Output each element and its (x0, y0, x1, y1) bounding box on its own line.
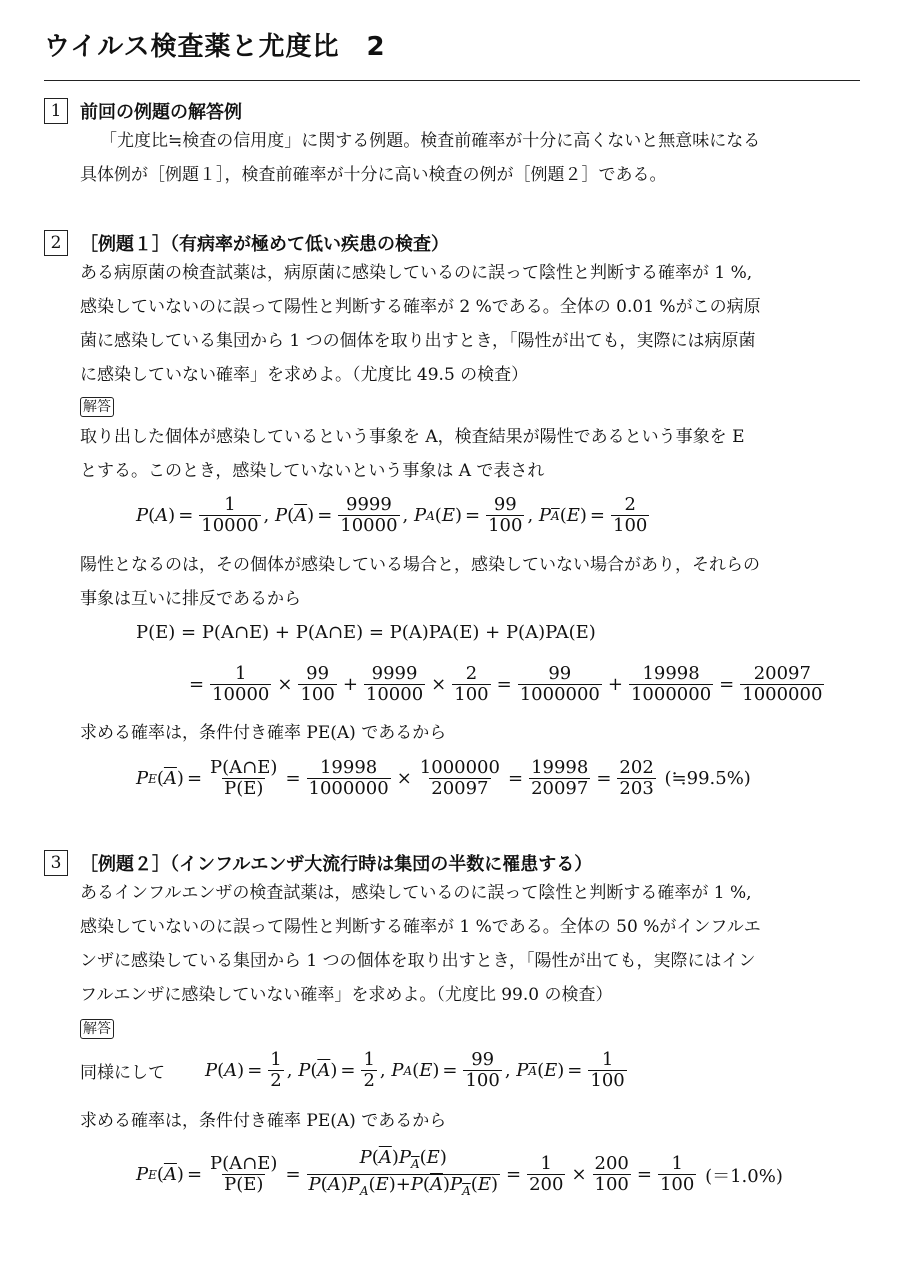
section-heading: ［例題２］（インフルエンザ大流行時は集団の半数に罹患する） (80, 854, 593, 875)
fraction: $\frac{1}{2}$ (363, 1049, 375, 1091)
fraction: $\frac{99}{100}$ (465, 1049, 500, 1091)
equation-conditional-probability-1: P E ( $\overline{A}$ ) = $\frac{P(A\cap E)}{P(E)}$ = $\frac{19998}{1000000}$ × $\frac{1000000}{20097}$ = $\frac{19998}{20097}$ = $\frac{202}{203}$ (≒99.5%) (136, 757, 751, 799)
fraction: $\frac{9999}{10000}$ (365, 663, 424, 705)
section-2-answer-intro (80, 420, 865, 488)
problem-line: 菌に感染している集団から 1 つの個体を取り出すとき，「陽性が出ても，実際には病原菌 (80, 331, 756, 351)
page-title: ウイルス検査薬と尤度比 2 (44, 32, 386, 62)
answer-label: 解答 (80, 397, 114, 417)
fraction: $\frac{99}{100}$ (300, 663, 335, 705)
section-1-body (80, 124, 865, 192)
fraction: $\frac{99}{1000000}$ (519, 663, 600, 705)
answer-line: 取り出した個体が感染しているという事象を A，検査結果が陽性であるという事象を E (80, 427, 745, 447)
approx-note: (＝1.0%) (705, 1165, 783, 1187)
equation-line: P(E) = P(A∩E) + P(A∩E) = P(A)PA(E) + P(A)PA(E) (136, 622, 596, 643)
fraction: $\frac{9999}{10000}$ (340, 494, 398, 536)
equation-probabilities-1: P ( A ) = $\frac{1}{10000}$ , P ( $\overline{A}$ ) = $\frac{9999}{10000}$ , P A ( E ) = $\frac{99}{100}$ , P $\overline{A}$ ( E ) = $\frac{2}{100}$ (136, 494, 648, 536)
section-number: 3 (44, 850, 68, 876)
equation-probabilities-2: 同様にして P ( A ) = $\frac{1}{2}$ , P ( $\overline{A}$ ) = $\frac{1}{2}$ , P A ( E ) = $\frac{99}{100}$ , P $\overline{A}$ ( E ) = $\frac{1}{100}$ (80, 1049, 625, 1091)
section-number: 1 (44, 98, 68, 124)
fraction: $\frac{2}{100}$ (454, 663, 489, 705)
section-3-problem (80, 876, 865, 1012)
answer-line: とする。このとき，感染していないという事象は A で表され (80, 461, 545, 481)
problem-line: ンザに感染している集団から 1 つの個体を取り出すとき，「陽性が出ても，実際にはイン (80, 951, 756, 971)
equation-conditional-probability-2: P E ( $\overline{A}$ ) = $\frac{P(A\cap E)}{P(E)}$ = $\frac{P(\overline{A})P_{\overline{A}}(E)}{P(A)P_A(E)+P(\overline{A})P_{\overline{A}}(E)}$ = $\frac{1}{200}$ × $\frac{200}{100}$ = $\frac{1}{100}$ (＝1.0%) (136, 1148, 783, 1201)
body-line: 「尤度比≒検査の信用度」に関する例題。検査前確率が十分に高くないと無意味になる (100, 131, 761, 151)
approx-note: (≒99.5%) (664, 768, 751, 789)
answer-line: 求める確率は，条件付き確率 PE(A) であるから (80, 1111, 447, 1131)
equation-total-probability-values: = $\frac{1}{10000}$ × $\frac{99}{100}$ + $\frac{9999}{10000}$ × $\frac{2}{100}$ = $\frac{99}{1000000}$ + $\frac{19998}{1000000}$ = $\frac{20097}{1000000}$ (189, 663, 823, 705)
fraction: $\frac{19998}{1000000}$ (630, 663, 712, 705)
section-3-header (44, 850, 592, 876)
problem-line: に感染していない確率」を求めよ。（尤度比 49.5 の検査） (80, 365, 529, 385)
fraction: $\frac{1}{100}$ (590, 1049, 625, 1091)
answer-line: 陽性となるのは，その個体が感染している場合と，感染していない場合があり，それらの (80, 555, 760, 575)
answer-line: 求める確率は，条件付き確率 PE(A) であるから (80, 723, 447, 743)
section-heading: ［例題１］（有病率が極めて低い疾患の検査） (80, 234, 449, 255)
fraction: $\frac{1}{2}$ (270, 1049, 282, 1091)
section-number: 2 (44, 230, 68, 256)
fraction: $\frac{2}{100}$ (613, 494, 648, 536)
fraction-bayes: $\frac{P(\overline{A})P_{\overline{A}}(E)}{P(A)P_A(E)+P(\overline{A})P_{\overline{A}}(E)}$ (307, 1148, 500, 1201)
answer-line: 事象は互いに排反であるから (80, 589, 301, 609)
problem-line: 感染していないのに誤って陽性と判断する確率が 1 %である。全体の 50 %がインフルエ (80, 917, 761, 937)
section-2-answer-conclusion (80, 716, 865, 750)
section-2-header (44, 230, 449, 256)
fraction: $\frac{P(A\cap E)}{P(E)}$ (210, 1153, 278, 1195)
section-heading: 前回の例題の解答例 (80, 102, 242, 123)
fraction: $\frac{1000000}{20097}$ (419, 757, 500, 799)
fraction: $\frac{99}{100}$ (488, 494, 523, 536)
section-1-header (44, 98, 242, 124)
problem-line: ある病原菌の検査試薬は，病原菌に感染しているのに誤って陰性と判断する確率が 1 %, (80, 263, 753, 283)
section-2-answer-mid (80, 548, 865, 616)
section-3-answer-conclusion (80, 1104, 865, 1138)
equation-total-probability (136, 622, 596, 643)
fraction: $\frac{202}{203}$ (619, 757, 654, 799)
answer-label: 解答 (80, 1019, 114, 1039)
problem-line: 感染していないのに誤って陽性と判断する確率が 2 %である。全体の 0.01 %がこの病原 (80, 297, 761, 317)
fraction: $\frac{19998}{20097}$ (531, 757, 589, 799)
fraction: $\frac{1}{10000}$ (212, 663, 270, 705)
fraction: $\frac{1}{100}$ (659, 1153, 695, 1195)
title-divider (44, 80, 860, 81)
section-2-problem (80, 256, 865, 392)
body-line: 具体例が［例題１］，検査前確率が十分に高い検査の例が［例題２］である。 (80, 165, 667, 185)
fraction: $\frac{200}{100}$ (594, 1153, 629, 1195)
fraction: $\frac{19998}{1000000}$ (308, 757, 389, 799)
fraction: $\frac{P(A\cap E)}{P(E)}$ (210, 757, 278, 799)
fraction: $\frac{20097}{1000000}$ (742, 663, 823, 705)
problem-line: フルエンザに感染していない確率」を求めよ。（尤度比 99.0 の検査） (80, 985, 613, 1005)
problem-line: あるインフルエンザの検査試薬は，感染しているのに誤って陰性と判断する確率が 1 %, (80, 883, 752, 903)
fraction: $\frac{1}{200}$ (529, 1153, 564, 1195)
fraction: $\frac{1}{10000}$ (201, 494, 259, 536)
same-label: 同様にして (80, 1063, 165, 1083)
